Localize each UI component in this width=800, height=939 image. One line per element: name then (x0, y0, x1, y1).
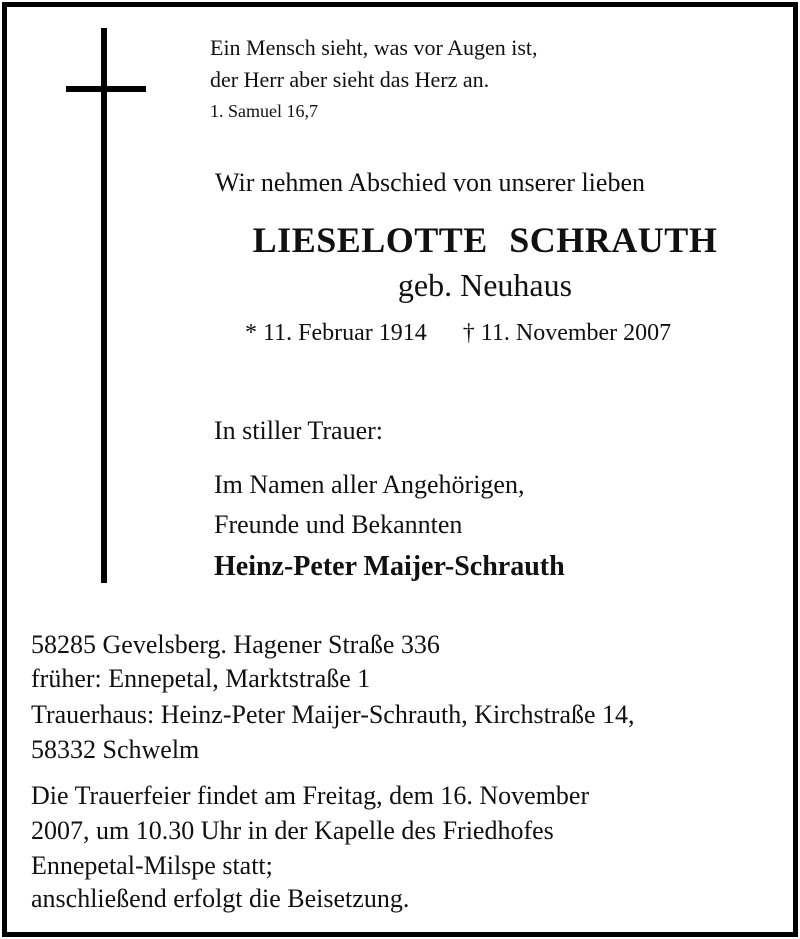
death-date: † 11. November 2007 (462, 320, 672, 346)
ceremony-line-3: Ennepetal-Milspe statt; (31, 851, 273, 880)
maiden-name: geb. Neuhaus (397, 267, 573, 303)
ceremony-line-4: anschließend erfolgt die Beisetzung. (31, 884, 410, 913)
signers-line-1: Im Namen aller Angehörigen, (214, 470, 525, 499)
ceremony-line-1: Die Trauerfeier findet am Freitag, dem 16. November (31, 781, 590, 810)
address-line-2: früher: Ennepetal, Marktstraße 1 (31, 664, 371, 693)
verse-line-2: der Herr aber sieht das Herz an. (210, 67, 490, 92)
ceremony-line-2: 2007, um 10.30 Uhr in der Kapelle des Friedhofes (31, 816, 554, 845)
cross-horizontal-bar (66, 86, 146, 92)
verse-reference: 1. Samuel 16,7 (210, 101, 318, 121)
address-line-3: Trauerhaus: Heinz-Peter Maijer-Schrauth, Kirchstraße 14, (31, 700, 635, 729)
cross-vertical-bar (101, 28, 107, 583)
mourning-line: In stiller Trauer: (214, 416, 383, 445)
verse-line-1: Ein Mensch sieht, was vor Augen ist, (210, 35, 538, 60)
intro-line: Wir nehmen Abschied von unserer lieben (215, 168, 645, 197)
signer-name: Heinz-Peter Maijer-Schrauth (214, 551, 565, 582)
deceased-name: LIESELOTTE SCHRAUTH (252, 220, 718, 260)
birth-date: * 11. Februar 1914 (245, 320, 427, 346)
address-line-1: 58285 Gevelsberg. Hagener Straße 336 (31, 630, 440, 659)
address-line-4: 58332 Schwelm (31, 735, 200, 764)
life-dates (245, 320, 671, 347)
signers-line-2: Freunde und Bekannten (214, 510, 463, 539)
